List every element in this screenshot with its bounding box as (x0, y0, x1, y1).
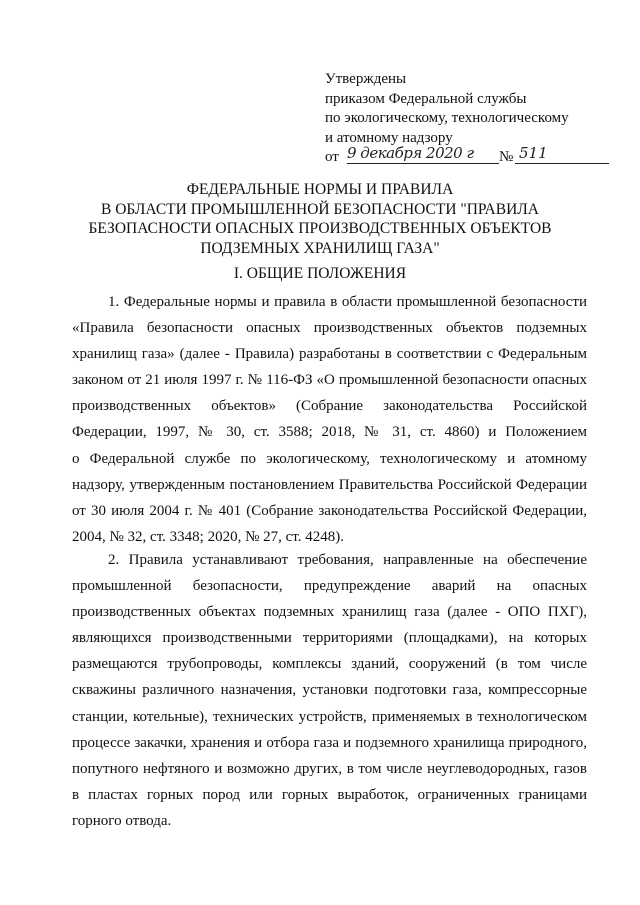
paragraph-line: о Федеральной службе по экологическому, технологическому и атомному (72, 450, 587, 467)
handwritten-date: 9 декабря 2020 г (347, 144, 499, 164)
paragraph-line: 2004, № 32, ст. 3348; 2020, № 27, ст. 4248). (72, 528, 344, 545)
paragraph-line: попутного нефтяного и возможно других, в том числе неуглеводородных, газов (72, 760, 587, 777)
title-line-2: В ОБЛАСТИ ПРОМЫШЛЕННОЙ БЕЗОПАСНОСТИ "ПРАВИЛА (100, 200, 539, 218)
paragraph-line: скважины различного назначения, установки подготовки газа, компрессорные (72, 682, 587, 699)
handwritten-order-number: 511 (515, 144, 609, 164)
paragraph-line: надзору, утвержденным постановлением Правительства Российской Федерации (72, 476, 587, 493)
section-heading: I. ОБЩИЕ ПОЛОЖЕНИЯ (233, 265, 407, 282)
title-line-3: БЕЗОПАСНОСТИ ОПАСНЫХ ПРОИЗВОДСТВЕННЫХ ОБЪЕКТОВ (88, 220, 552, 237)
paragraph-line: от 30 июля 2004 г. № 401 (Собрание законодательства Российской Федерации, (72, 502, 587, 519)
paragraph-line: «Правила безопасности опасных производственных объектов подземных (72, 320, 587, 337)
approval-block (325, 70, 625, 168)
paragraph-line: 2. Правила устанавливают требования, направленные на обеспечение (108, 552, 587, 568)
paragraph-line: станции, котельные), технических устройств, применяемых в технологическом (72, 708, 587, 725)
paragraph-line: промышленной безопасности, предупреждение аварий на опасных (72, 578, 587, 595)
paragraph-2 (72, 547, 587, 834)
approval-line-3: по экологическому, технологическому (325, 110, 569, 126)
approval-line-1: Утверждены (325, 71, 407, 87)
approval-line-4: и атомному надзору (325, 129, 453, 146)
paragraph-line: процессе закачки, хранения и отбора газа и подземного хранилища природного, (72, 734, 587, 751)
paragraph-1 (72, 289, 587, 550)
paragraph-line: 1. Федеральные нормы и правила в области промышленной безопасности (108, 294, 587, 310)
paragraph-line: производственных объектах подземных хранилищ газа (далее - ОПО ПХГ), (72, 604, 587, 621)
approval-line-2: приказом Федеральной службы (325, 90, 527, 107)
paragraph-line: горного отвода. (72, 812, 172, 829)
paragraph-line: законом от 21 июля 1997 г. № 116-ФЗ «О промышленной безопасности опасных (72, 372, 587, 389)
paragraph-line: хранилищ газа» (далее - Правила) разработаны в соответствии с Федеральным (72, 346, 587, 363)
document-title (60, 180, 580, 258)
paragraph-line: в пластах горных пород или горных выработок, ограниченных границами (72, 786, 587, 803)
date-prefix: от (325, 149, 339, 165)
paragraph-line: производственных объектов» (Собрание законодательства Российской (72, 398, 587, 415)
number-prefix: № (499, 149, 514, 165)
title-line-1: ФЕДЕРАЛЬНЫЕ НОРМЫ И ПРАВИЛА (186, 181, 454, 198)
paragraph-line: размещаются трубопроводы, комплексы зданий, сооружений (в том числе (72, 656, 587, 673)
paragraph-line: Федерации, 1997, № 30, ст. 3588; 2018, № 31, ст. 4860) и Положением (72, 424, 587, 441)
title-line-4: ПОДЗЕМНЫХ ХРАНИЛИЩ ГАЗА" (200, 239, 440, 257)
approval-date-number-line (325, 144, 625, 168)
paragraph-line: являющихся производственными территориями (площадками), на которых (72, 630, 587, 647)
